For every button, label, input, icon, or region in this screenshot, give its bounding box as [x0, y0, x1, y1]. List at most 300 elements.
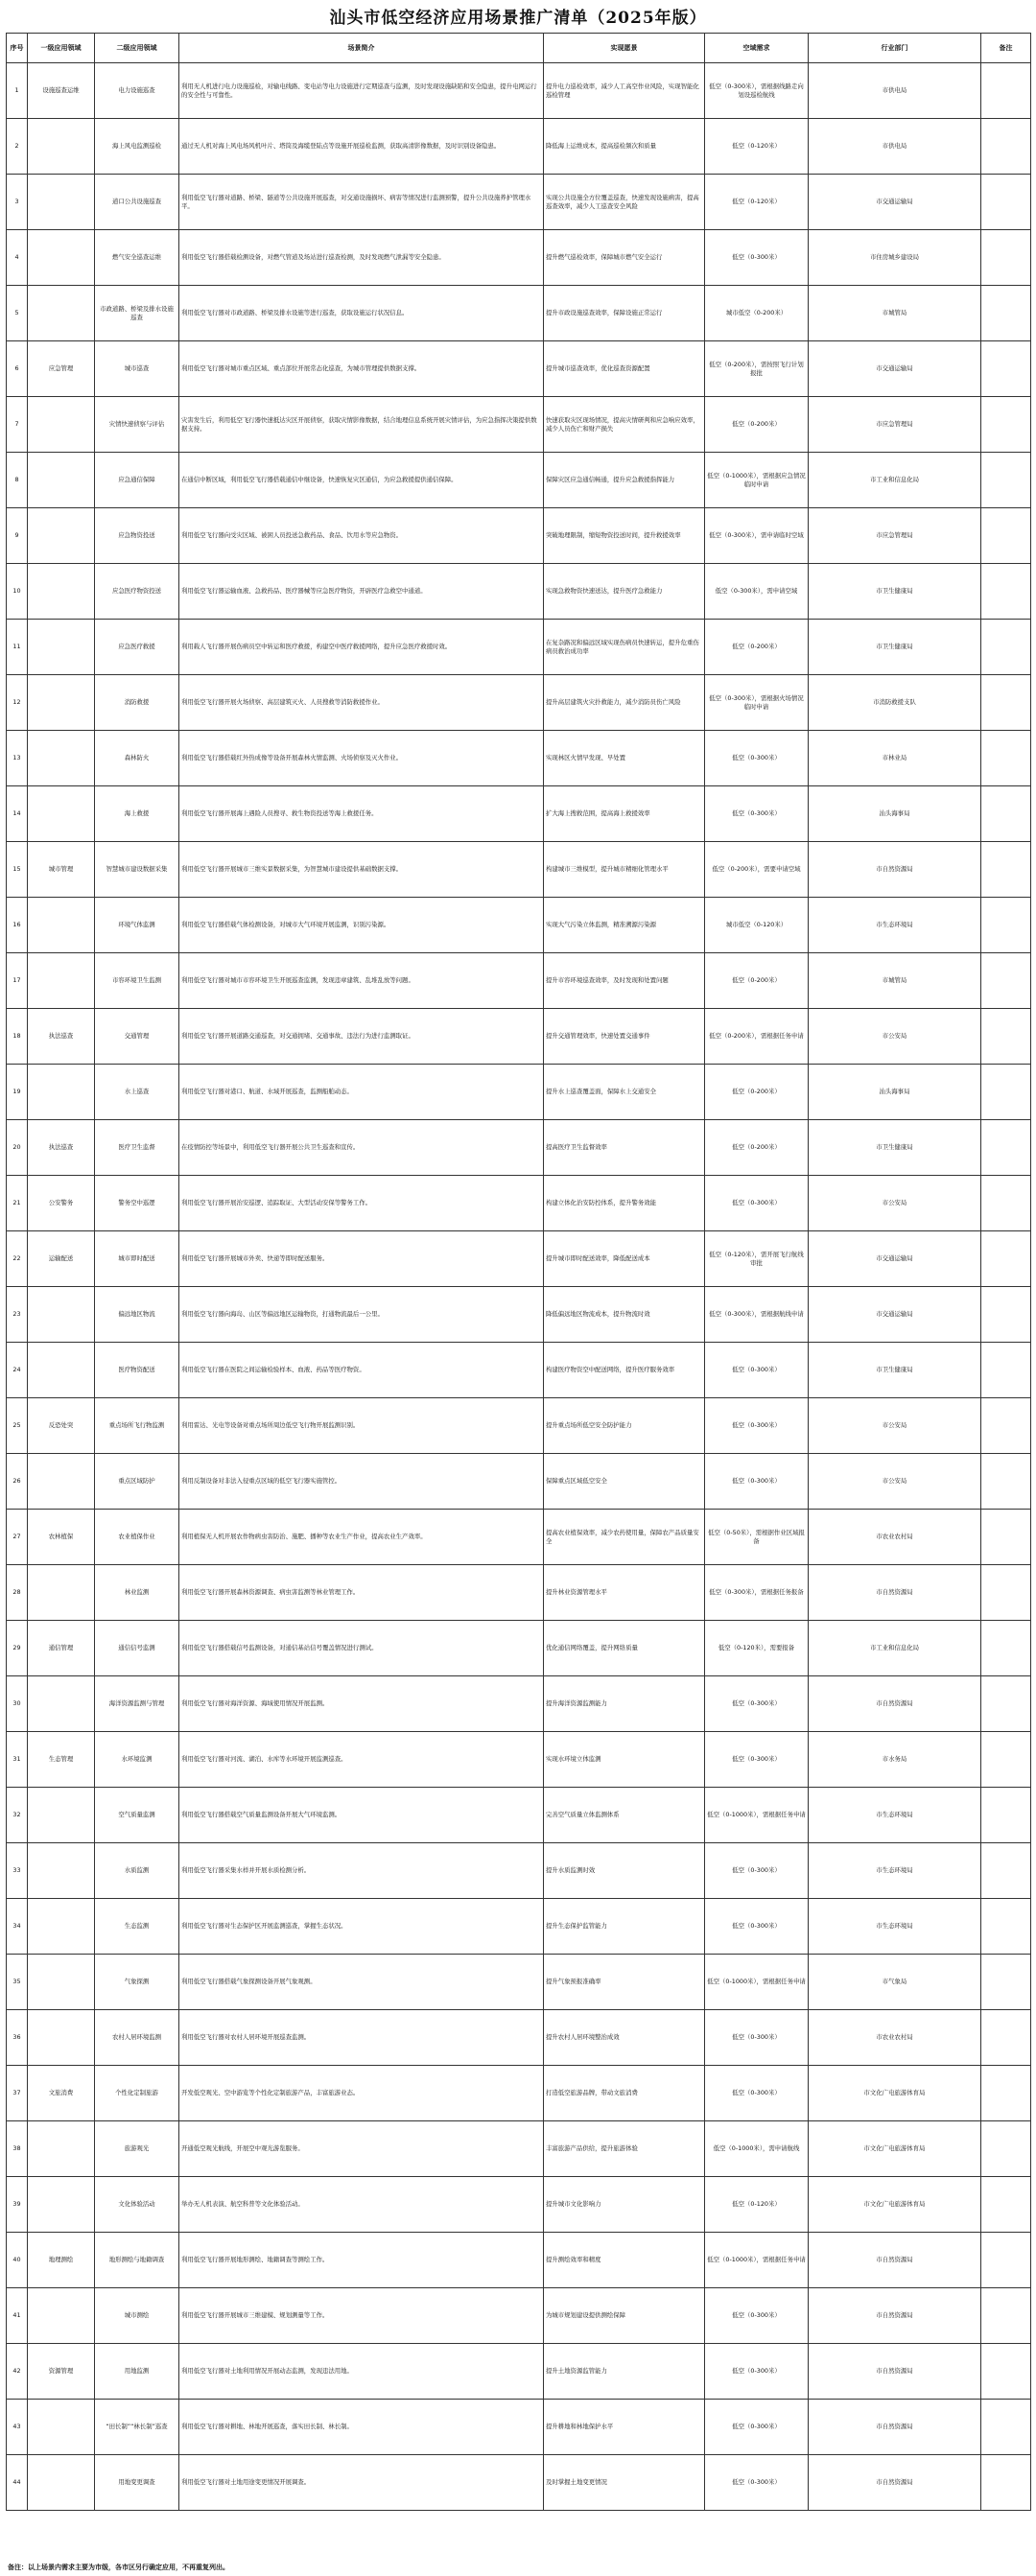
airspace-requirement-cell: 低空（0-300米） [705, 2455, 809, 2511]
department-cell: 市自然资源局 [809, 1565, 981, 1621]
table-row [7, 1343, 1031, 1398]
table-row [7, 397, 1031, 453]
secondary-domain-cell: 农业植保作业 [95, 1510, 179, 1565]
scenario-description-cell: 利用植保无人机开展农作物病虫害防治、施肥、播种等农业生产作业，提高农业生产效率。 [179, 1510, 544, 1565]
row-number-cell: 23 [7, 1287, 28, 1343]
target-vision-cell: 提升海洋资源监测能力 [544, 1676, 705, 1732]
table-row [7, 1899, 1031, 1955]
primary-domain-cell [28, 119, 95, 175]
remarks-cell [981, 2288, 1031, 2344]
department-cell: 市自然资源局 [809, 2344, 981, 2400]
primary-domain-cell [28, 675, 95, 731]
airspace-requirement-cell: 低空（0-200米） [705, 620, 809, 675]
target-vision-cell: 为城市规划建设提供测绘保障 [544, 2288, 705, 2344]
footer-note: 备注：以上场景内需求主要为市级，各市区另行确定应用，不再重复列出。 [8, 2564, 229, 2571]
secondary-domain-cell: 农村人居环境监测 [95, 2010, 179, 2066]
scenario-description-cell: 利用低空飞行器对土地利用情况开展动态监测，发现违法用地。 [179, 2344, 544, 2400]
primary-domain-cell [28, 953, 95, 1009]
department-cell: 市生态环境局 [809, 1788, 981, 1843]
secondary-domain-cell: 文化体验活动 [95, 2177, 179, 2233]
airspace-requirement-cell: 低空（0-200米） [705, 1065, 809, 1120]
secondary-domain-cell: 重点场所飞行物监测 [95, 1398, 179, 1454]
department-cell: 市农业农村局 [809, 1510, 981, 1565]
remarks-cell [981, 230, 1031, 286]
scenario-description-cell: 利用低空飞行器向受灾区域、被困人员投送急救药品、食品、饮用水等应急物资。 [179, 508, 544, 564]
row-number-cell: 39 [7, 2177, 28, 2233]
row-number-cell: 44 [7, 2455, 28, 2511]
airspace-requirement-cell: 低空（0-120米） [705, 119, 809, 175]
remarks-cell [981, 2066, 1031, 2121]
airspace-requirement-cell: 低空（0-200米） [705, 397, 809, 453]
table-row [7, 731, 1031, 786]
department-cell: 市公安局 [809, 1454, 981, 1510]
table-row [7, 620, 1031, 675]
row-number-cell: 3 [7, 175, 28, 230]
primary-domain-cell [28, 453, 95, 508]
table-row [7, 1120, 1031, 1176]
secondary-domain-cell: 水上巡查 [95, 1065, 179, 1120]
table-row [7, 2010, 1031, 2066]
secondary-domain-cell: 环境气体监测 [95, 898, 179, 953]
target-vision-cell: 提升林业资源管理水平 [544, 1565, 705, 1621]
target-vision-cell: 提升交通管理效率，快速处置交通事件 [544, 1009, 705, 1065]
scenario-description-cell: 利用低空飞行器开展城市三维实景数据采集，为智慧城市建设提供基础数据支撑。 [179, 842, 544, 898]
primary-domain-cell: 通信管理 [28, 1621, 95, 1676]
target-vision-cell: 保障灾区应急通信畅通，提升应急救援指挥能力 [544, 453, 705, 508]
airspace-requirement-cell: 低空（0-300米） [705, 1899, 809, 1955]
department-cell: 市消防救援支队 [809, 675, 981, 731]
department-cell: 市文化广电旅游体育局 [809, 2121, 981, 2177]
primary-domain-cell: 执法巡查 [28, 1120, 95, 1176]
table-row [7, 786, 1031, 842]
scenario-description-cell: 在通信中断区域，利用低空飞行器搭载通信中继设备，快速恢复灾区通信，为应急救援提供通信保障。 [179, 453, 544, 508]
row-number-cell: 10 [7, 564, 28, 620]
primary-domain-cell [28, 898, 95, 953]
remarks-cell [981, 1788, 1031, 1843]
table-row [7, 1398, 1031, 1454]
target-vision-cell: 突破地理限制，缩短物资投送时间，提升救援效率 [544, 508, 705, 564]
secondary-domain-cell: 气象探测 [95, 1955, 179, 2010]
primary-domain-cell [28, 175, 95, 230]
department-cell: 市交通运输局 [809, 1231, 981, 1287]
target-vision-cell: 降低海上运维成本，提高巡检频次和质量 [544, 119, 705, 175]
row-number-cell: 21 [7, 1176, 28, 1231]
department-cell: 市林业局 [809, 731, 981, 786]
remarks-cell [981, 2400, 1031, 2455]
department-cell: 市自然资源局 [809, 2288, 981, 2344]
header-cat1: 一级应用领域 [28, 34, 95, 63]
primary-domain-cell: 执法巡查 [28, 1009, 95, 1065]
department-cell: 市应急管理局 [809, 508, 981, 564]
row-number-cell: 5 [7, 286, 28, 341]
secondary-domain-cell: 城市测绘 [95, 2288, 179, 2344]
remarks-cell [981, 1065, 1031, 1120]
remarks-cell [981, 2121, 1031, 2177]
target-vision-cell: 实现公共设施全方位覆盖巡查，快速发现设施病害，提高巡查效率，减少人工巡查安全风险 [544, 175, 705, 230]
row-number-cell: 18 [7, 1009, 28, 1065]
target-vision-cell: 提高农业植保效率，减少农药使用量，保障农产品质量安全 [544, 1510, 705, 1565]
primary-domain-cell [28, 620, 95, 675]
row-number-cell: 8 [7, 453, 28, 508]
remarks-cell [981, 786, 1031, 842]
airspace-requirement-cell: 低空（0-120米） [705, 175, 809, 230]
scenario-description-cell: 利用低空飞行器对耕地、林地开展巡查，落实田长制、林长制。 [179, 2400, 544, 2455]
department-cell: 市卫生健康局 [809, 564, 981, 620]
table-row [7, 1454, 1031, 1510]
row-number-cell: 13 [7, 731, 28, 786]
remarks-cell [981, 675, 1031, 731]
table-row [7, 564, 1031, 620]
remarks-cell [981, 842, 1031, 898]
airspace-requirement-cell: 低空（0-300米） [705, 2288, 809, 2344]
table-row [7, 1565, 1031, 1621]
primary-domain-cell [28, 508, 95, 564]
airspace-requirement-cell: 低空（0-300米），需根据线路走向划设巡检航线 [705, 63, 809, 119]
remarks-cell [981, 1843, 1031, 1899]
table-row [7, 2121, 1031, 2177]
table-row [7, 63, 1031, 119]
table-row [7, 230, 1031, 286]
department-cell: 市自然资源局 [809, 2455, 981, 2511]
target-vision-cell: 实现大气污染立体监测，精准溯源污染源 [544, 898, 705, 953]
secondary-domain-cell: “田长制”“林长制”巡查 [95, 2400, 179, 2455]
row-number-cell: 11 [7, 620, 28, 675]
remarks-cell [981, 119, 1031, 175]
remarks-cell [981, 508, 1031, 564]
scenario-description-cell: 利用低空飞行器采集水样并开展水质检测分析。 [179, 1843, 544, 1899]
table-row [7, 341, 1031, 397]
scenario-description-cell: 利用低空飞行器对河流、湖泊、水库等水环境开展监测巡查。 [179, 1732, 544, 1788]
table-row [7, 1843, 1031, 1899]
target-vision-cell: 构建医疗物资空中配送网络，提升医疗服务效率 [544, 1343, 705, 1398]
primary-domain-cell [28, 1565, 95, 1621]
primary-domain-cell: 反恐处突 [28, 1398, 95, 1454]
page-title: 汕头市低空经济应用场景推广清单（2025年版） [329, 9, 707, 28]
department-cell: 市公安局 [809, 1176, 981, 1231]
row-number-cell: 22 [7, 1231, 28, 1287]
target-vision-cell: 提升农村人居环境整治成效 [544, 2010, 705, 2066]
scenario-description-cell: 开发低空观光、空中游览等个性化定制旅游产品，丰富旅游业态。 [179, 2066, 544, 2121]
primary-domain-cell [28, 2121, 95, 2177]
target-vision-cell: 提升高层建筑火灾扑救能力，减少消防员伤亡风险 [544, 675, 705, 731]
scenario-description-cell: 利用低空飞行器搭载气体检测设备，对城市大气环境开展监测，识别污染源。 [179, 898, 544, 953]
department-cell: 市生态环境局 [809, 1899, 981, 1955]
airspace-requirement-cell: 低空（0-300米） [705, 1676, 809, 1732]
scenario-description-cell: 利用低空飞行器对农村人居环境开展巡查监测。 [179, 2010, 544, 2066]
airspace-requirement-cell: 低空（0-1000米），需根据任务申请 [705, 2233, 809, 2288]
scenario-description-cell: 利用低空飞行器运输血液、急救药品、医疗器械等应急医疗物资，开辟医疗急救空中通道。 [179, 564, 544, 620]
header-note: 备注 [981, 34, 1031, 63]
secondary-domain-cell: 应急物资投送 [95, 508, 179, 564]
target-vision-cell: 丰富旅游产品供给，提升旅游体验 [544, 2121, 705, 2177]
secondary-domain-cell: 市容环境卫生监测 [95, 953, 179, 1009]
primary-domain-cell [28, 1899, 95, 1955]
row-number-cell: 43 [7, 2400, 28, 2455]
target-vision-cell: 实现水环境立体监测 [544, 1732, 705, 1788]
remarks-cell [981, 175, 1031, 230]
row-number-cell: 16 [7, 898, 28, 953]
remarks-cell [981, 397, 1031, 453]
table-row [7, 2400, 1031, 2455]
airspace-requirement-cell: 低空（0-1000米），需根据应急情况临时申请 [705, 453, 809, 508]
header-desc: 场景简介 [179, 34, 544, 63]
department-cell: 市卫生健康局 [809, 1343, 981, 1398]
airspace-requirement-cell: 低空（0-300米），需根据任务报备 [705, 1565, 809, 1621]
primary-domain-cell [28, 2288, 95, 2344]
airspace-requirement-cell: 低空（0-120米），需要报备 [705, 1621, 809, 1676]
header-no: 序号 [7, 34, 28, 63]
row-number-cell: 38 [7, 2121, 28, 2177]
row-number-cell: 7 [7, 397, 28, 453]
row-number-cell: 37 [7, 2066, 28, 2121]
remarks-cell [981, 898, 1031, 953]
scenario-description-cell: 利用低空飞行器搭载气象探测设备开展气象观测。 [179, 1955, 544, 2010]
table-row [7, 2177, 1031, 2233]
department-cell: 市生态环境局 [809, 1843, 981, 1899]
remarks-cell [981, 1510, 1031, 1565]
secondary-domain-cell: 海上风电监测巡检 [95, 119, 179, 175]
target-vision-cell: 提升城市巡查效率，优化巡查资源配置 [544, 341, 705, 397]
row-number-cell: 19 [7, 1065, 28, 1120]
primary-domain-cell [28, 230, 95, 286]
airspace-requirement-cell: 城市低空（0-200米） [705, 286, 809, 341]
airspace-requirement-cell: 低空（0-1000米），需根据任务申请 [705, 1955, 809, 2010]
scenario-description-cell: 利用低空飞行器开展火场侦察、高层建筑灭火、人员搜救等消防救援作业。 [179, 675, 544, 731]
scenario-description-cell: 利用低空飞行器向海岛、山区等偏远地区运输物资，打通物流最后一公里。 [179, 1287, 544, 1343]
primary-domain-cell [28, 1788, 95, 1843]
department-cell: 市交通运输局 [809, 175, 981, 230]
row-number-cell: 2 [7, 119, 28, 175]
secondary-domain-cell: 消防救援 [95, 675, 179, 731]
primary-domain-cell [28, 2177, 95, 2233]
airspace-requirement-cell: 低空（0-300米） [705, 731, 809, 786]
scenario-description-cell: 利用低空飞行器对道路、桥梁、隧道等公共设施开展巡查，对交通设施损坏、病害等情况进行监测预警，提升公共设施养护管理水平。 [179, 175, 544, 230]
row-number-cell: 35 [7, 1955, 28, 2010]
row-number-cell: 20 [7, 1120, 28, 1176]
primary-domain-cell [28, 1843, 95, 1899]
primary-domain-cell [28, 786, 95, 842]
secondary-domain-cell: 交通管理 [95, 1009, 179, 1065]
remarks-cell [981, 341, 1031, 397]
department-cell: 市交通运输局 [809, 1287, 981, 1343]
department-cell: 市文化广电旅游体育局 [809, 2177, 981, 2233]
header-airspace: 空域需求 [705, 34, 809, 63]
secondary-domain-cell: 应急通信保障 [95, 453, 179, 508]
secondary-domain-cell: 海洋资源监测与管理 [95, 1676, 179, 1732]
airspace-requirement-cell: 低空（0-300米） [705, 230, 809, 286]
airspace-requirement-cell: 低空（0-300米） [705, 1843, 809, 1899]
department-cell: 市自然资源局 [809, 842, 981, 898]
target-vision-cell: 提升燃气巡检效率，保障城市燃气安全运行 [544, 230, 705, 286]
primary-domain-cell [28, 731, 95, 786]
primary-domain-cell: 应急管理 [28, 341, 95, 397]
target-vision-cell: 在复杂路况和偏远区域实现伤病员快速转运，提升危重伤病员救治成功率 [544, 620, 705, 675]
primary-domain-cell: 资源管理 [28, 2344, 95, 2400]
primary-domain-cell [28, 2400, 95, 2455]
remarks-cell [981, 1343, 1031, 1398]
remarks-cell [981, 1231, 1031, 1287]
table-row [7, 1231, 1031, 1287]
airspace-requirement-cell: 低空（0-300米） [705, 1176, 809, 1231]
scenario-description-cell: 利用低空飞行器搭载空气质量监测设备开展大气环境监测。 [179, 1788, 544, 1843]
secondary-domain-cell: 森林防火 [95, 731, 179, 786]
row-number-cell: 34 [7, 1899, 28, 1955]
primary-domain-cell [28, 1676, 95, 1732]
remarks-cell [981, 1287, 1031, 1343]
secondary-domain-cell: 城市巡查 [95, 341, 179, 397]
primary-domain-cell [28, 1454, 95, 1510]
secondary-domain-cell: 林业监测 [95, 1565, 179, 1621]
secondary-domain-cell: 空气质量监测 [95, 1788, 179, 1843]
primary-domain-cell [28, 397, 95, 453]
secondary-domain-cell: 水环境监测 [95, 1732, 179, 1788]
primary-domain-cell: 地理测绘 [28, 2233, 95, 2288]
row-number-cell: 14 [7, 786, 28, 842]
airspace-requirement-cell: 低空（0-200米），需要申请空域 [705, 842, 809, 898]
department-cell: 市水务局 [809, 1732, 981, 1788]
target-vision-cell: 提升城市即时配送效率，降低配送成本 [544, 1231, 705, 1287]
department-cell: 市供电局 [809, 119, 981, 175]
table-row [7, 286, 1031, 341]
airspace-requirement-cell: 低空（0-300米） [705, 2066, 809, 2121]
remarks-cell [981, 1955, 1031, 2010]
department-cell: 市自然资源局 [809, 1676, 981, 1732]
target-vision-cell: 构建城市三维模型，提升城市精细化管理水平 [544, 842, 705, 898]
secondary-domain-cell: 市政道路、桥梁及排水设施巡查 [95, 286, 179, 341]
scenario-description-cell: 利用低空飞行器搭载红外热成像等设备开展森林火情监测、火场侦察及灭火作业。 [179, 731, 544, 786]
primary-domain-cell [28, 2455, 95, 2511]
table-row [7, 2233, 1031, 2288]
row-number-cell: 30 [7, 1676, 28, 1732]
airspace-requirement-cell: 低空（0-200米） [705, 1120, 809, 1176]
scenario-description-cell: 利用低空飞行器开展城市外卖、快递等即时配送服务。 [179, 1231, 544, 1287]
remarks-cell [981, 2177, 1031, 2233]
remarks-cell [981, 1732, 1031, 1788]
secondary-domain-cell: 海上救援 [95, 786, 179, 842]
table-row [7, 842, 1031, 898]
header-cat2: 二级应用领域 [95, 34, 179, 63]
airspace-requirement-cell: 低空（0-200米），需按照飞行计划报批 [705, 341, 809, 397]
secondary-domain-cell: 智慧城市建设数据采集 [95, 842, 179, 898]
target-vision-cell: 提升水上巡查覆盖面，保障水上交通安全 [544, 1065, 705, 1120]
scenario-description-cell: 利用低空飞行器开展森林资源调查、病虫害监测等林业管理工作。 [179, 1565, 544, 1621]
row-number-cell: 33 [7, 1843, 28, 1899]
secondary-domain-cell: 医疗物资配送 [95, 1343, 179, 1398]
table-row [7, 2455, 1031, 2511]
remarks-cell [981, 2010, 1031, 2066]
scenario-description-cell: 利用低空飞行器搭载检测设备，对燃气管道及场站进行巡查检测，及时发现燃气泄漏等安全隐患。 [179, 230, 544, 286]
table-row [7, 675, 1031, 731]
scenario-description-cell: 利用低空飞行器开展海上遇险人员搜寻、救生物资投送等海上救援任务。 [179, 786, 544, 842]
secondary-domain-cell: 生态监测 [95, 1899, 179, 1955]
department-cell: 市城管局 [809, 953, 981, 1009]
remarks-cell [981, 1454, 1031, 1510]
scenario-description-cell: 开通低空观光航线，开展空中观光游览服务。 [179, 2121, 544, 2177]
table-header-row [7, 34, 1031, 63]
row-number-cell: 27 [7, 1510, 28, 1565]
row-number-cell: 36 [7, 2010, 28, 2066]
airspace-requirement-cell: 低空（0-300米），需根据航线申请 [705, 1287, 809, 1343]
table-row [7, 1510, 1031, 1565]
scenario-description-cell: 在疫情防控等场景中，利用低空飞行器开展公共卫生巡查和宣传。 [179, 1120, 544, 1176]
scenario-description-cell: 利用低空飞行器对海洋资源、海域使用情况开展监测。 [179, 1676, 544, 1732]
table-row [7, 1732, 1031, 1788]
remarks-cell [981, 453, 1031, 508]
airspace-requirement-cell: 低空（0-300米） [705, 2344, 809, 2400]
secondary-domain-cell: 医疗卫生监督 [95, 1120, 179, 1176]
scenario-description-cell: 利用低空飞行器搭载信号监测设备，对通信基站信号覆盖情况进行测试。 [179, 1621, 544, 1676]
row-number-cell: 12 [7, 675, 28, 731]
scenario-description-cell: 利用低空飞行器对港口、航道、水域开展巡查，监测船舶动态。 [179, 1065, 544, 1120]
airspace-requirement-cell: 低空（0-300米） [705, 2010, 809, 2066]
target-vision-cell: 提升市容环境巡查效率，及时发现和处置问题 [544, 953, 705, 1009]
secondary-domain-cell: 地形测绘与地籍调查 [95, 2233, 179, 2288]
scenario-description-cell: 举办无人机表演、航空科普等文化体验活动。 [179, 2177, 544, 2233]
target-vision-cell: 实现急救物资快速送达，提升医疗急救能力 [544, 564, 705, 620]
secondary-domain-cell: 个性化定制旅游 [95, 2066, 179, 2121]
row-number-cell: 29 [7, 1621, 28, 1676]
target-vision-cell: 提升重点场所低空安全防护能力 [544, 1398, 705, 1454]
secondary-domain-cell: 道口公共设施巡查 [95, 175, 179, 230]
row-number-cell: 24 [7, 1343, 28, 1398]
secondary-domain-cell: 警务空中巡逻 [95, 1176, 179, 1231]
remarks-cell [981, 63, 1031, 119]
remarks-cell [981, 1120, 1031, 1176]
primary-domain-cell: 公安警务 [28, 1176, 95, 1231]
target-vision-cell: 快速获取灾区现场情况，提高灾情研判和应急响应效率，减少人员伤亡和财产损失 [544, 397, 705, 453]
secondary-domain-cell: 城市即时配送 [95, 1231, 179, 1287]
remarks-cell [981, 564, 1031, 620]
scenario-description-cell: 利用低空飞行器开展治安巡逻、追踪取证、大型活动安保等警务工作。 [179, 1176, 544, 1231]
target-vision-cell: 构建立体化治安防控体系，提升警务效能 [544, 1176, 705, 1231]
secondary-domain-cell: 用地变更调查 [95, 2455, 179, 2511]
airspace-requirement-cell: 低空（0-200米） [705, 953, 809, 1009]
scenario-description-cell: 利用低空飞行器在医院之间运输检验样本、血液、药品等医疗物资。 [179, 1343, 544, 1398]
row-number-cell: 15 [7, 842, 28, 898]
secondary-domain-cell: 水质监测 [95, 1843, 179, 1899]
scenario-description-cell: 利用载人飞行器开展伤病员空中转运和医疗救援，构建空中医疗救援网络，提升应急医疗救援时效。 [179, 620, 544, 675]
primary-domain-cell [28, 1065, 95, 1120]
department-cell: 市交通运输局 [809, 341, 981, 397]
primary-domain-cell: 运输配送 [28, 1231, 95, 1287]
scenario-description-cell: 利用无人机进行电力设施巡检，对输电线路、变电站等电力设施进行定期巡查与监测，及时发现设施缺陷和安全隐患，提升电网运行的安全性与可靠性。 [179, 63, 544, 119]
primary-domain-cell: 设施巡查运维 [28, 63, 95, 119]
airspace-requirement-cell: 低空（0-300米） [705, 1732, 809, 1788]
department-cell: 市自然资源局 [809, 2400, 981, 2455]
secondary-domain-cell: 偏远地区物流 [95, 1287, 179, 1343]
department-cell: 市农业农村局 [809, 2010, 981, 2066]
target-vision-cell: 降低偏远地区物流成本，提升物流时效 [544, 1287, 705, 1343]
table-body [7, 63, 1031, 2511]
airspace-requirement-cell: 低空（0-300米），需申请临时空域 [705, 508, 809, 564]
row-number-cell: 31 [7, 1732, 28, 1788]
department-cell: 市住房城乡建设局 [809, 230, 981, 286]
primary-domain-cell [28, 1343, 95, 1398]
secondary-domain-cell: 旅游观光 [95, 2121, 179, 2177]
table-row [7, 119, 1031, 175]
department-cell: 汕头海事局 [809, 786, 981, 842]
target-vision-cell: 提升生态保护监管能力 [544, 1899, 705, 1955]
primary-domain-cell [28, 1287, 95, 1343]
table-row [7, 453, 1031, 508]
table-row [7, 1621, 1031, 1676]
primary-domain-cell [28, 1955, 95, 2010]
airspace-requirement-cell: 低空（0-50米），需根据作业区域报备 [705, 1510, 809, 1565]
department-cell: 汕头海事局 [809, 1065, 981, 1120]
department-cell: 市文化广电旅游体育局 [809, 2066, 981, 2121]
department-cell: 市生态环境局 [809, 898, 981, 953]
secondary-domain-cell: 电力设施巡查 [95, 63, 179, 119]
